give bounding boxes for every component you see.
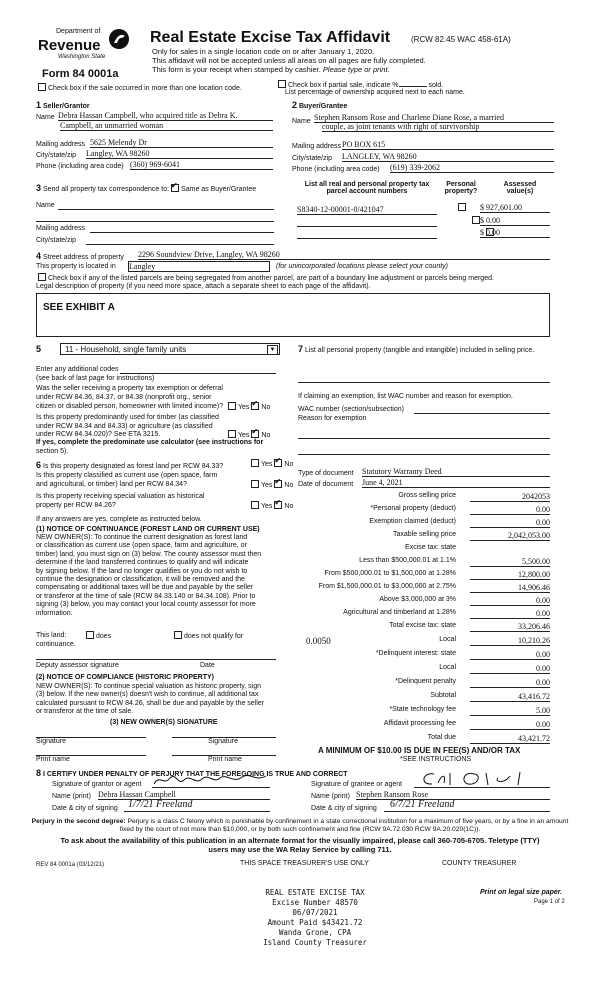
- legal-size-note: Print on legal size paper.: [480, 889, 563, 896]
- grantee-date-value: 6/7/21 Freeland: [390, 799, 455, 810]
- calc-label: *Delinquent interest: state: [375, 650, 456, 657]
- buyer-phone-label: Phone (including area code): [292, 166, 380, 173]
- personal-property-list-label: List all personal property (tangible and intangible) included in selling price.: [304, 347, 535, 354]
- calc-label: Subtotal: [430, 692, 456, 699]
- local-rate[interactable]: 0.0050: [306, 636, 331, 646]
- corr-name-field[interactable]: [58, 201, 274, 210]
- seller-mail[interactable]: 5625 Melendy Dr: [90, 138, 273, 148]
- buyer-city-label: City/state/zip: [292, 155, 333, 162]
- personal-property-checkbox-2[interactable]: [472, 216, 480, 224]
- assessed-value-1[interactable]: $ 927,601.00: [480, 203, 550, 213]
- forest-no-label: No: [284, 461, 294, 468]
- calc-label: Taxable selling price: [392, 531, 456, 538]
- additional-codes-label: Enter any additional codes: [36, 366, 119, 373]
- buyer-mail[interactable]: PO BOX 615: [342, 140, 554, 150]
- calc-label: From $500,000.01 to $1,500,000 at 1.28%: [324, 570, 456, 577]
- predominate-use-note-2: section 5).: [36, 448, 69, 455]
- calc-label: From $1,500,000.01 to $3,000,000 at 2.75%: [318, 583, 456, 590]
- seller-name-line1[interactable]: Debra Hassan Campbell, who acquired title as Debra K.: [58, 111, 273, 121]
- q2-yes-checkbox[interactable]: [228, 430, 236, 438]
- grantee-printed-name[interactable]: Stephen Ransom Rose: [356, 790, 550, 800]
- treasurer-stamp: [250, 888, 380, 948]
- historic-question-2: property per RCW 84.26?: [36, 502, 116, 509]
- grantor-date-value: 1/7/21 Freeland: [128, 799, 193, 810]
- chevron-down-icon[interactable]: ▼: [267, 345, 278, 355]
- tax-calculation: [298, 492, 550, 752]
- calc-value[interactable]: 33,206.46: [470, 622, 550, 632]
- dept-label: Department of: [56, 28, 101, 35]
- grantor-date-label: Date & city of signing: [52, 805, 118, 812]
- notice-continuance-text: [36, 534, 261, 618]
- timber-question-2: under RCW 84.34 and 84.33) or agriculture (as classified: [36, 423, 213, 430]
- buyer-city[interactable]: LANGLEY, WA 98260: [342, 152, 554, 162]
- calc-label: Local: [439, 664, 456, 671]
- does-checkbox[interactable]: [86, 631, 94, 639]
- historic-no-label: No: [284, 503, 294, 510]
- multi-location-checkbox[interactable]: [38, 83, 46, 91]
- timber-question-1: Is this property predominantly used for timber (as classified: [36, 414, 219, 421]
- grantor-name-label: Name (print): [52, 793, 91, 800]
- calc-value[interactable]: 43,421.72: [470, 734, 550, 744]
- n1-line: continue the designation or classification, it will be removed and the: [36, 576, 245, 584]
- stamp-line: Amount Paid $43421.72: [267, 918, 363, 927]
- perjury-body: Perjury is a class C felony which is punishable by confinement in a state correctional institution for a maximum of five years, or by a fine in an amount fixed by the court of not more than $10,000, or by both such confinement and fine (RCW 9A.72.030 RCW 9A.20.020(1C)).: [119, 818, 569, 833]
- partial-sale-checkbox[interactable]: [278, 80, 286, 88]
- calc-label: Above $3,000,000 at 3%: [379, 596, 456, 603]
- n1-line: or transferor at the time of sale (RCW 84.33.140 or 84.34.108). Prior to: [36, 592, 256, 600]
- wac-number-label: WAC number (section/subsection): [298, 406, 404, 413]
- deputy-signature-label: Deputy assessor signature: [36, 662, 119, 669]
- grantee-sig-label: Signature of grantee or agent: [311, 781, 403, 788]
- county-treasurer-label: COUNTY TREASURER: [442, 860, 517, 867]
- corr-heading: Send all property tax correspondence to:: [42, 186, 170, 193]
- exhibit-text: SEE EXHIBIT A: [43, 302, 115, 313]
- form-ref: (RCW 82.45 WAC 458-61A): [411, 35, 511, 44]
- segregated-checkbox[interactable]: [38, 273, 46, 281]
- partial-sale-label: Check box if partial sale, indicate %: [288, 82, 399, 89]
- n2-line: or transferor at the time of sale.: [36, 708, 134, 716]
- personal-property-heading: Personal property?: [444, 181, 478, 195]
- note-1: Only for sales in a single location code on or after January 1, 2020.: [152, 47, 375, 56]
- print-name-label-2: Print name: [208, 756, 242, 763]
- corr-name-field-2[interactable]: [36, 213, 274, 222]
- located-in-label: This property is located in: [36, 263, 116, 270]
- q2-no-checkbox[interactable]: [251, 430, 259, 438]
- corr-mail-label: Mailing address: [36, 225, 86, 232]
- street-address-label: Street address of property: [42, 254, 124, 261]
- grantor-signature-image: [152, 772, 270, 787]
- doc-date-field[interactable]: June 4, 2021: [362, 478, 550, 488]
- calc-value[interactable]: 2,042,053.00: [470, 531, 550, 541]
- form-number: Form 84 0001a: [42, 68, 119, 80]
- historic-no-checkbox[interactable]: [274, 501, 282, 509]
- parcel-number-1[interactable]: S8340-12-00001-0/421047: [297, 205, 437, 215]
- state-label: Washington State: [58, 54, 106, 60]
- q2-yes-label: Yes: [238, 432, 250, 439]
- grantee-signature-image: [414, 770, 550, 787]
- grantor-signature[interactable]: [152, 772, 270, 788]
- pct-note: List percentage of ownership acquired next to each name.: [285, 89, 465, 96]
- dor-logo-icon: [108, 28, 130, 50]
- note-3b: Please type or print.: [322, 65, 390, 74]
- notice-compliance-text: [36, 683, 264, 717]
- seller-city-label: City/state/zip: [36, 152, 77, 159]
- exemption-question-3: citizen or disabled person, homeowner with limited income)?: [36, 403, 224, 410]
- use-code-value: 11 - Household, single family units: [65, 345, 187, 354]
- note-3: This form is your receipt when stamped by cashier.: [152, 65, 321, 74]
- personal-property-field-1[interactable]: [298, 376, 550, 383]
- current-use-no-checkbox[interactable]: [274, 480, 282, 488]
- stamp-line: Wanda Grone, CPA: [278, 928, 352, 937]
- q1-no-label: No: [261, 404, 271, 411]
- accessibility-text: To ask about the availability of this publication in an alternate format for the visually impaired, please call 360-705-6705. Teletype (TTY) users may use the WA Relay Service by calling 711.: [60, 836, 540, 854]
- assessed-value-3[interactable]: $ 0.00: [480, 228, 550, 238]
- current-use-yes-label: Yes: [261, 482, 273, 489]
- seller-name-line2[interactable]: Campbell, an unmarried woman: [60, 121, 273, 131]
- multi-location-label: Check box if the sale occurred in more than one location code.: [48, 85, 242, 92]
- calc-value[interactable]: 0.00: [470, 720, 550, 730]
- form-revision: REV 84 0001a (03/12/21): [36, 862, 105, 868]
- historic-yes-checkbox[interactable]: [251, 501, 259, 509]
- forest-yes-checkbox[interactable]: [251, 459, 259, 467]
- calc-value[interactable]: 0.00: [470, 596, 550, 606]
- signature-label-2: Signature: [208, 738, 238, 745]
- see-instructions: *SEE INSTRUCTIONS: [400, 756, 472, 763]
- n1-line: compensating or additional taxes will be due and payable by the seller: [36, 584, 254, 592]
- seller-heading: Seller/Grantor: [42, 103, 90, 110]
- calc-value[interactable]: 14,906.46: [470, 583, 550, 593]
- personal-property-checkbox-1[interactable]: [458, 203, 466, 211]
- certify-text: I CERTIFY UNDER PENALTY OF PERJURY THAT THE FOREGOING IS TRUE AND CORRECT: [42, 771, 348, 778]
- treasurer-use-label: THIS SPACE TREASURER'S USE ONLY: [240, 860, 369, 867]
- reason-exemption-label: Reason for exemption: [298, 415, 367, 422]
- use-code-select[interactable]: [60, 343, 280, 355]
- calc-value[interactable]: 0.00: [470, 678, 550, 688]
- grantee-name-label: Name (print): [311, 793, 350, 800]
- calc-value[interactable]: 0.00: [470, 505, 550, 515]
- buyer-name-line1[interactable]: Stephen Ransom Rose and Charlene Diane Rose, a married: [314, 113, 554, 123]
- calc-label: Local: [439, 636, 456, 643]
- seller-name-label: Name: [36, 114, 55, 121]
- corr-city-label: City/state/zip: [36, 237, 77, 244]
- current-use-question-1: Is this property classified as current use (open space, farm: [36, 472, 218, 479]
- calc-label: *State technology fee: [389, 706, 456, 713]
- corr-city-field[interactable]: [86, 236, 274, 245]
- stamp-line: 06/07/2021: [292, 908, 338, 917]
- does-label: does: [96, 633, 112, 640]
- page-number: Page 1 of 2: [534, 899, 565, 905]
- section-5-number: 5: [36, 344, 42, 354]
- deputy-signature-line[interactable]: [36, 657, 276, 660]
- q1-no-checkbox[interactable]: [251, 402, 259, 410]
- same-as-buyer-checkbox[interactable]: [171, 184, 179, 192]
- location-select[interactable]: Langley: [128, 261, 270, 272]
- dor-logo: [36, 28, 131, 68]
- does-not-label: does not qualify for: [184, 633, 244, 640]
- calc-value[interactable]: 5.00: [470, 706, 550, 716]
- grantor-date-city[interactable]: [124, 799, 270, 812]
- print-name-label-1: Print name: [36, 756, 70, 763]
- n2-line: NEW OWNER(S): To continue special valuation as historic property, sign: [36, 683, 261, 690]
- n1-line: NEW OWNER(S): To continue the current designation as forest land: [36, 534, 248, 541]
- forest-land-question: Is this property designated as forest land per RCW 84.33?: [42, 463, 224, 470]
- assessed-value-2[interactable]: $ 0.00: [480, 216, 550, 226]
- calc-value[interactable]: 0.00: [470, 650, 550, 660]
- grantee-signature[interactable]: [414, 770, 550, 788]
- calc-value[interactable]: 12,800.00: [470, 570, 550, 580]
- seller-mail-label: Mailing address: [36, 141, 86, 148]
- n1-line: information.: [36, 609, 73, 617]
- perjury-text: [30, 818, 570, 834]
- n1-line: signing (3) below, you may contact your local county assessor for more: [36, 601, 256, 609]
- seller-phone-label: Phone (including area code): [36, 163, 124, 170]
- continuance-label: continuance.: [36, 641, 76, 648]
- calc-value[interactable]: 10,210.26: [470, 636, 550, 646]
- exemption-wac-note: If claiming an exemption, list WAC number and reason for exemption.: [298, 393, 513, 400]
- minimum-due-note: A MINIMUM OF $10.00 IS DUE IN FEE(S) AND/OR TAX: [318, 746, 521, 755]
- assessed-value-heading: Assessed value(s): [503, 181, 537, 195]
- additional-codes-field[interactable]: [120, 365, 276, 374]
- historic-yes-label: Yes: [261, 503, 273, 510]
- corr-mail-field[interactable]: [90, 224, 274, 233]
- buyer-name-label: Name: [292, 118, 311, 125]
- seller-phone[interactable]: (360) 969-6041: [130, 160, 273, 170]
- buyer-name-line2[interactable]: couple, as joint tenants with right of survivorship: [322, 122, 554, 132]
- reason-field-2[interactable]: [298, 448, 550, 455]
- calc-label: Exemption claimed (deduct): [369, 518, 456, 525]
- grantor-printed-name[interactable]: Debra Hassan Campbell: [98, 790, 270, 800]
- buyer-phone[interactable]: (619) 339-2062: [390, 163, 554, 173]
- exemption-question-1: Was the seller receiving a property tax exemption or deferral: [36, 385, 223, 392]
- revenue-wordmark: Revenue: [38, 37, 101, 54]
- q1-yes-checkbox[interactable]: [228, 402, 236, 410]
- sold-label: sold.: [428, 82, 444, 89]
- segregated-label: Check box if any of the listed parcels are being segregated from another parcel, are part of a boundary line adjustment or parcels being merged.: [48, 275, 494, 282]
- calc-label: Agricultural and timberland at 1.28%: [343, 609, 456, 616]
- form-title: Real Estate Excise Tax Affidavit: [150, 29, 391, 46]
- n2-line: (3) below. If the new owner(s) doesn't wish to continue, all additional tax: [36, 691, 259, 699]
- calc-value[interactable]: 43,416.72: [470, 692, 550, 702]
- does-not-checkbox[interactable]: [174, 631, 182, 639]
- parcel-heading: List all real and personal property tax parcel account numbers: [304, 181, 430, 195]
- calc-value[interactable]: 0.00: [470, 609, 550, 619]
- legal-description-label: Legal description of property (if you need more space, attach a separate sheet to each page of the affidavit).: [36, 283, 371, 290]
- notice-compliance-heading: (2) NOTICE OF COMPLIANCE (HISTORIC PROPERTY): [36, 674, 214, 681]
- grantee-date-city[interactable]: [384, 799, 550, 812]
- calc-label: Excise tax: state: [405, 544, 456, 551]
- this-land-label: This land:: [36, 632, 67, 639]
- forest-yes-label: Yes: [261, 461, 273, 468]
- current-use-question-2: and agricultural, or timber) land per RCW 84.34?: [36, 481, 187, 488]
- buyer-mail-label: Mailing address: [292, 143, 342, 150]
- n1-line: determine if the land transferred continues to qualify and will indicate: [36, 559, 249, 567]
- calc-label: Less than $500,000.01 at 1.1%: [359, 557, 456, 564]
- stamp-line: REAL ESTATE EXCISE TAX: [265, 888, 365, 897]
- n2-line: calculated pursuant to RCW 84.26, shall be due and payable by the seller: [36, 699, 265, 707]
- perjury-bold: Perjury in the second degree:: [31, 818, 126, 825]
- forest-no-checkbox[interactable]: [274, 459, 282, 467]
- additional-codes-see: (see back of last page for instructions): [36, 375, 155, 382]
- historic-question-1: Is this property receiving special valuation as historical: [36, 493, 205, 500]
- note-2: This affidavit will not be accepted unless all areas on all pages are fully completed.: [152, 56, 426, 65]
- reason-field-1[interactable]: [298, 432, 550, 439]
- predominate-use-note: If yes, complete the predominate use calculator (see instructions for: [36, 439, 264, 446]
- buyer-heading: Buyer/Grantee: [298, 103, 348, 110]
- calc-value[interactable]: 0.00: [470, 664, 550, 674]
- calc-label: Total due: [427, 734, 456, 741]
- stamp-line: Excise Number 48570: [272, 898, 358, 907]
- street-address[interactable]: 2296 Soundview Drive, Langley, WA 98260: [138, 250, 550, 260]
- calc-label: Gross selling price: [398, 492, 456, 499]
- same-as-buyer-label: Same as Buyer/Grantee: [181, 186, 257, 193]
- wac-number-field[interactable]: [414, 405, 550, 414]
- corr-name-label: Name: [36, 202, 55, 209]
- n1-line: by signing below. If the land no longer qualifies or you do not wish to: [36, 567, 248, 575]
- new-owner-signature-heading: (3) NEW OWNER(S) SIGNATURE: [110, 719, 218, 726]
- q2-no-label: No: [261, 432, 271, 439]
- current-use-yes-checkbox[interactable]: [251, 480, 259, 488]
- grantee-date-label: Date & city of signing: [311, 805, 377, 812]
- calc-label: Affidavit processing fee: [383, 720, 456, 727]
- seller-city[interactable]: Langley, WA 98260: [86, 149, 273, 159]
- timber-question-3: under RCW 84.34.020)? See ETA 3215.: [36, 431, 161, 438]
- location-note: (for unincorporated locations please select your county): [276, 263, 448, 270]
- calc-value[interactable]: 0.00: [470, 518, 550, 528]
- doc-type-field[interactable]: Statutory Warranty Deed: [362, 467, 550, 477]
- stamp-line: Island County Treasurer: [263, 938, 367, 947]
- legal-description-box[interactable]: [36, 293, 550, 337]
- q1-yes-label: Yes: [238, 404, 250, 411]
- if-yes-note: If any answers are yes, complete as instructed below.: [36, 516, 202, 523]
- calc-label: *Delinquent penalty: [395, 678, 456, 685]
- grantor-sig-label: Signature of grantor or agent: [52, 781, 142, 788]
- doc-type-label: Type of document: [298, 470, 354, 477]
- doc-date-label: Date of document: [298, 481, 354, 488]
- calc-label: *Personal property (deduct): [370, 505, 456, 512]
- current-use-no-label: No: [284, 482, 294, 489]
- calc-value[interactable]: 2042053: [470, 492, 550, 502]
- exemption-question-2: under RCW 84.36, 84.37, or 84.38 (nonprofit org., senior: [36, 394, 212, 401]
- parcel-number-3[interactable]: [297, 230, 437, 239]
- n1-line: timber) land, you must sign on (3) below. The county assessor must then: [36, 550, 262, 558]
- calc-value[interactable]: 5,500.00: [470, 557, 550, 567]
- parcel-number-2[interactable]: [297, 218, 437, 227]
- deputy-date-label: Date: [200, 662, 215, 669]
- n1-line: or classification as current use (open space, farm and agriculture, or: [36, 542, 247, 550]
- calc-label: Total excise tax: state: [389, 622, 456, 629]
- notice-continuance-heading: (1) NOTICE OF CONTINUANCE (FOREST LAND OR CURRENT USE): [36, 526, 260, 533]
- signature-label-1: Signature: [36, 738, 66, 745]
